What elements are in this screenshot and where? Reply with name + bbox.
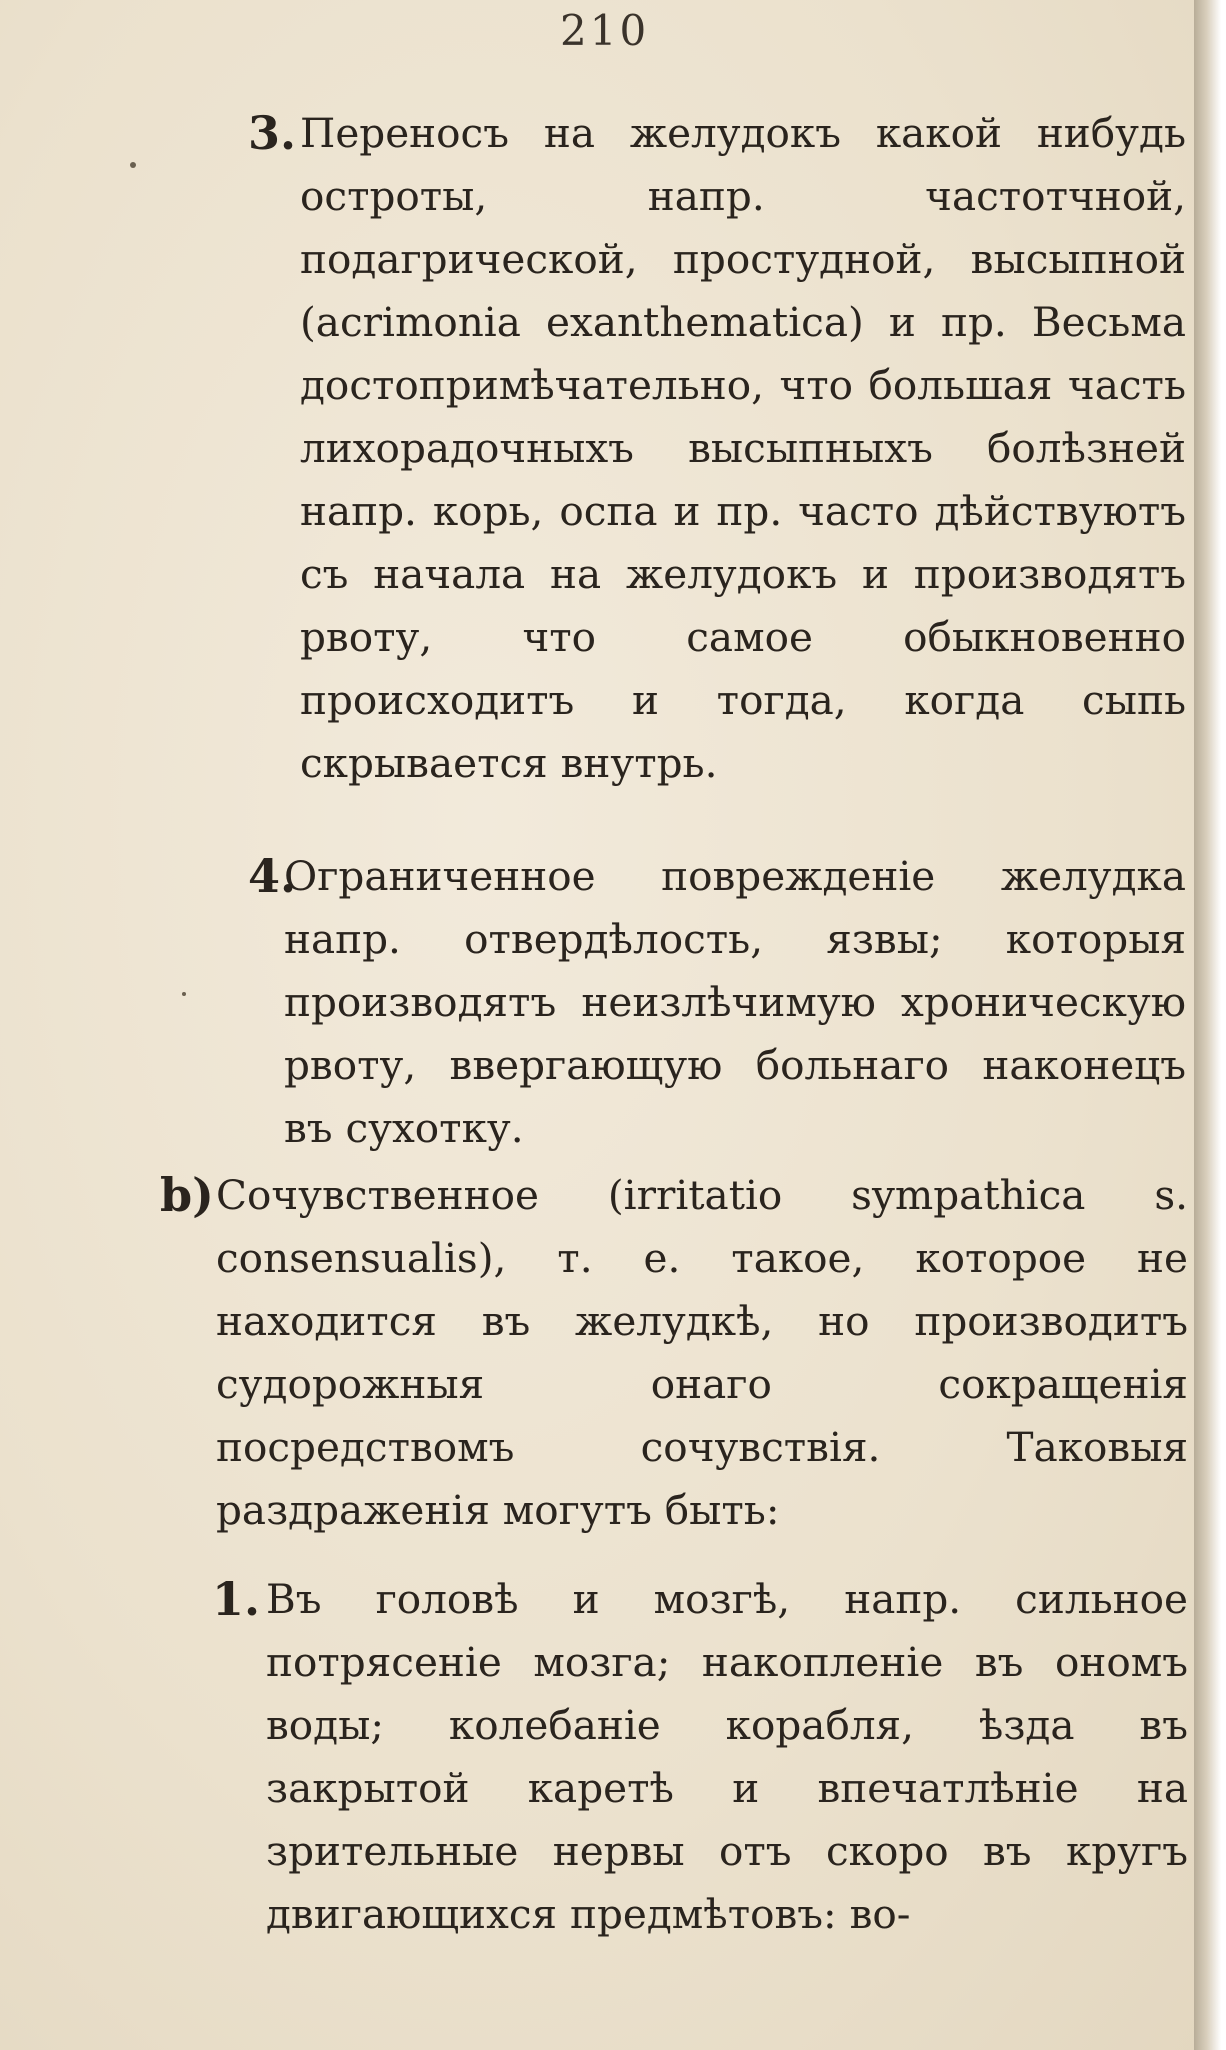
item-text: Переносъ на желудокъ какой нибудь остроты, напр. частотчной, подагрической, простудной, высыпной (acrimonia exanthematica) и пр. Весьма достопримѣчательно, что большая часть лихорадочныхъ высыпныхъ болѣзней напр. корь, оспа и пр. часто дѣйствуютъ съ начала на желудокъ и производятъ рвоту, что самое обыкновенно происходитъ и тогда, когда сыпь скрывается внутрь. [300, 109, 1186, 787]
page-edge [1194, 0, 1226, 2050]
list-item-1 [212, 1568, 1188, 1946]
item-marker: 4. [248, 849, 297, 903]
item-marker: b) [160, 1168, 214, 1222]
item-marker: 3. [248, 106, 297, 160]
item-text: Сочувственное (irritatio sympathica s. consensualis), т. е. такое, которое не находится въ желудкѣ, но производитъ судорожныя онаго сокращенія посредствомъ сочувствія. Таковыя раздраженія могутъ быть: [216, 1171, 1188, 1534]
item-marker: 1. [212, 1572, 261, 1626]
page-number: 210 [560, 6, 650, 55]
ink-speck [182, 992, 186, 996]
ink-speck [130, 162, 136, 168]
list-item-3 [248, 102, 1188, 795]
list-item-4 [248, 845, 1188, 1160]
list-item-b [160, 1164, 1188, 1542]
item-text: Въ головѣ и мозгѣ, напр. сильное потрясеніе мозга; накопленіе въ ономъ воды; колебаніе корабля, ѣзда въ закрытой каретѣ и впечатлѣніе на зрительные нервы отъ скоро въ кругъ двигающихся предмѣтовъ: во- [266, 1575, 1188, 1938]
item-text: Ограниченное поврежденіе желудка напр. отвердѣлость, язвы; которыя производятъ неизлѣчимую хроническую рвоту, ввергающую больнаго наконецъ въ сухотку. [284, 852, 1186, 1152]
